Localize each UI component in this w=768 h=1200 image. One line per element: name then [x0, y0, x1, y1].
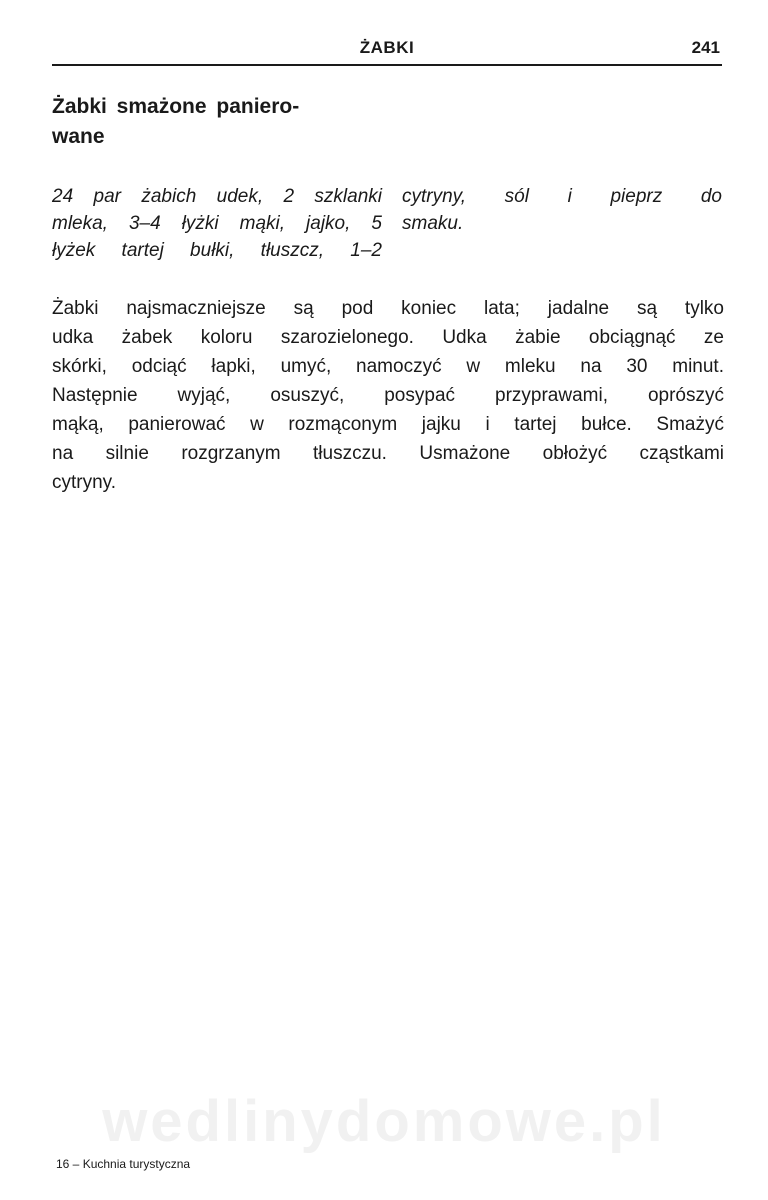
instruction-line: mąką, panierować w rozmąconym jajku i tartej bułce. Smażyć	[52, 414, 724, 435]
ingredients-column-right	[402, 183, 722, 237]
ingredients-line: smaku.	[402, 213, 464, 234]
page-number: 241	[691, 38, 720, 57]
instruction-line: Następnie wyjąć, osuszyć, posypać przyprawami, oprószyć	[52, 385, 724, 406]
ingredients-column-left	[52, 183, 382, 264]
ingredients-line: łyżek tartej bułki, tłuszcz, 1–2	[52, 240, 382, 261]
recipe-instructions	[52, 294, 724, 497]
ingredients-line: cytryny, sól i pieprz do	[402, 186, 722, 207]
ingredients-line: 24 par żabich udek, 2 szklanki	[52, 186, 382, 207]
ingredients-line: mleka, 3–4 łyżki mąki, jajko, 5	[52, 213, 382, 234]
instruction-line: udka żabek koloru szarozielonego. Udka żabie obciągnąć ze	[52, 327, 724, 348]
instruction-line: skórki, odciąć łapki, umyć, namoczyć w mleku na 30 minut.	[52, 356, 724, 377]
instruction-line: Żabki najsmaczniejsze są pod koniec lata; jadalne są tylko	[52, 298, 724, 319]
page-footer: 16 – Kuchnia turystyczna	[56, 1157, 191, 1171]
instruction-line: na silnie rozgrzanym tłuszczu. Usmażone obłożyć cząstkami	[52, 443, 724, 464]
running-head-title: ŻABKI	[359, 38, 415, 57]
recipe-title: Żabki smażone paniero- wane	[52, 95, 300, 148]
instruction-line: cytryny.	[52, 472, 117, 493]
watermark: wedlinydomowe.pl	[102, 1089, 666, 1154]
page-header	[52, 36, 722, 66]
